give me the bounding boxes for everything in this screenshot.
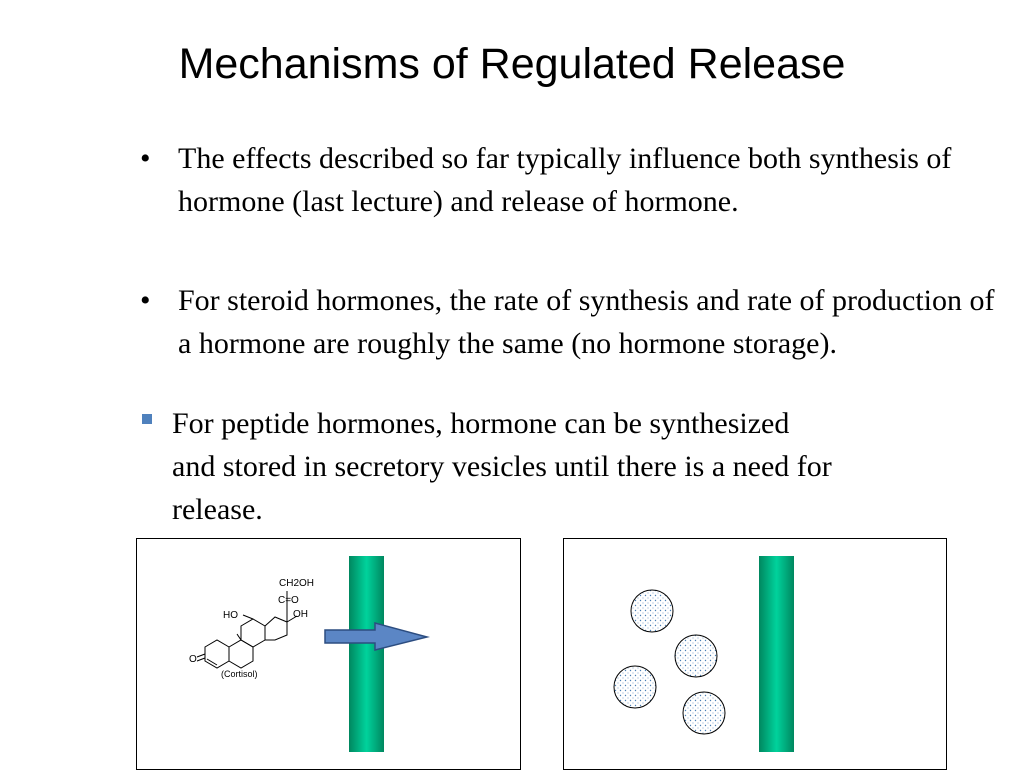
molecule-name-label: (Cortisol) [221, 669, 258, 679]
secretory-vesicle [683, 692, 725, 734]
square-bullet-icon [142, 414, 152, 424]
steroid-release-figure [136, 538, 521, 770]
bullet-marker: • [140, 142, 151, 175]
steroid-diagram [137, 539, 522, 771]
slide-title: Mechanisms of Regulated Release [178, 40, 846, 88]
secretory-vesicle [675, 635, 717, 677]
cell-membrane [349, 556, 384, 752]
bullet-marker: • [140, 284, 151, 317]
carbonyl-label: C=O [278, 595, 299, 606]
secretory-vesicle [631, 590, 673, 632]
cell-membrane [759, 556, 794, 752]
oh-label: OH [293, 609, 308, 620]
ketone-oxygen-label: O [189, 654, 197, 665]
bullet-text: For peptide hormones, hormone can be synthesized and stored in secretory vesicles until there is a need for release. [172, 407, 832, 526]
vesicle-diagram [564, 539, 948, 771]
peptide-storage-figure [563, 538, 947, 770]
right-arrow-icon [325, 623, 427, 650]
ho-label: HO [223, 610, 238, 621]
secretory-vesicle [614, 666, 656, 708]
bullet-text: For steroid hormones, the rate of synthesis and rate of production of a hormone are roughly the same (no hormone storage). [178, 284, 995, 360]
ch2oh-label: CH2OH [279, 578, 315, 589]
bullet-text: The effects described so far typically influence both synthesis of hormone (last lecture) and release of hormone. [178, 142, 952, 218]
